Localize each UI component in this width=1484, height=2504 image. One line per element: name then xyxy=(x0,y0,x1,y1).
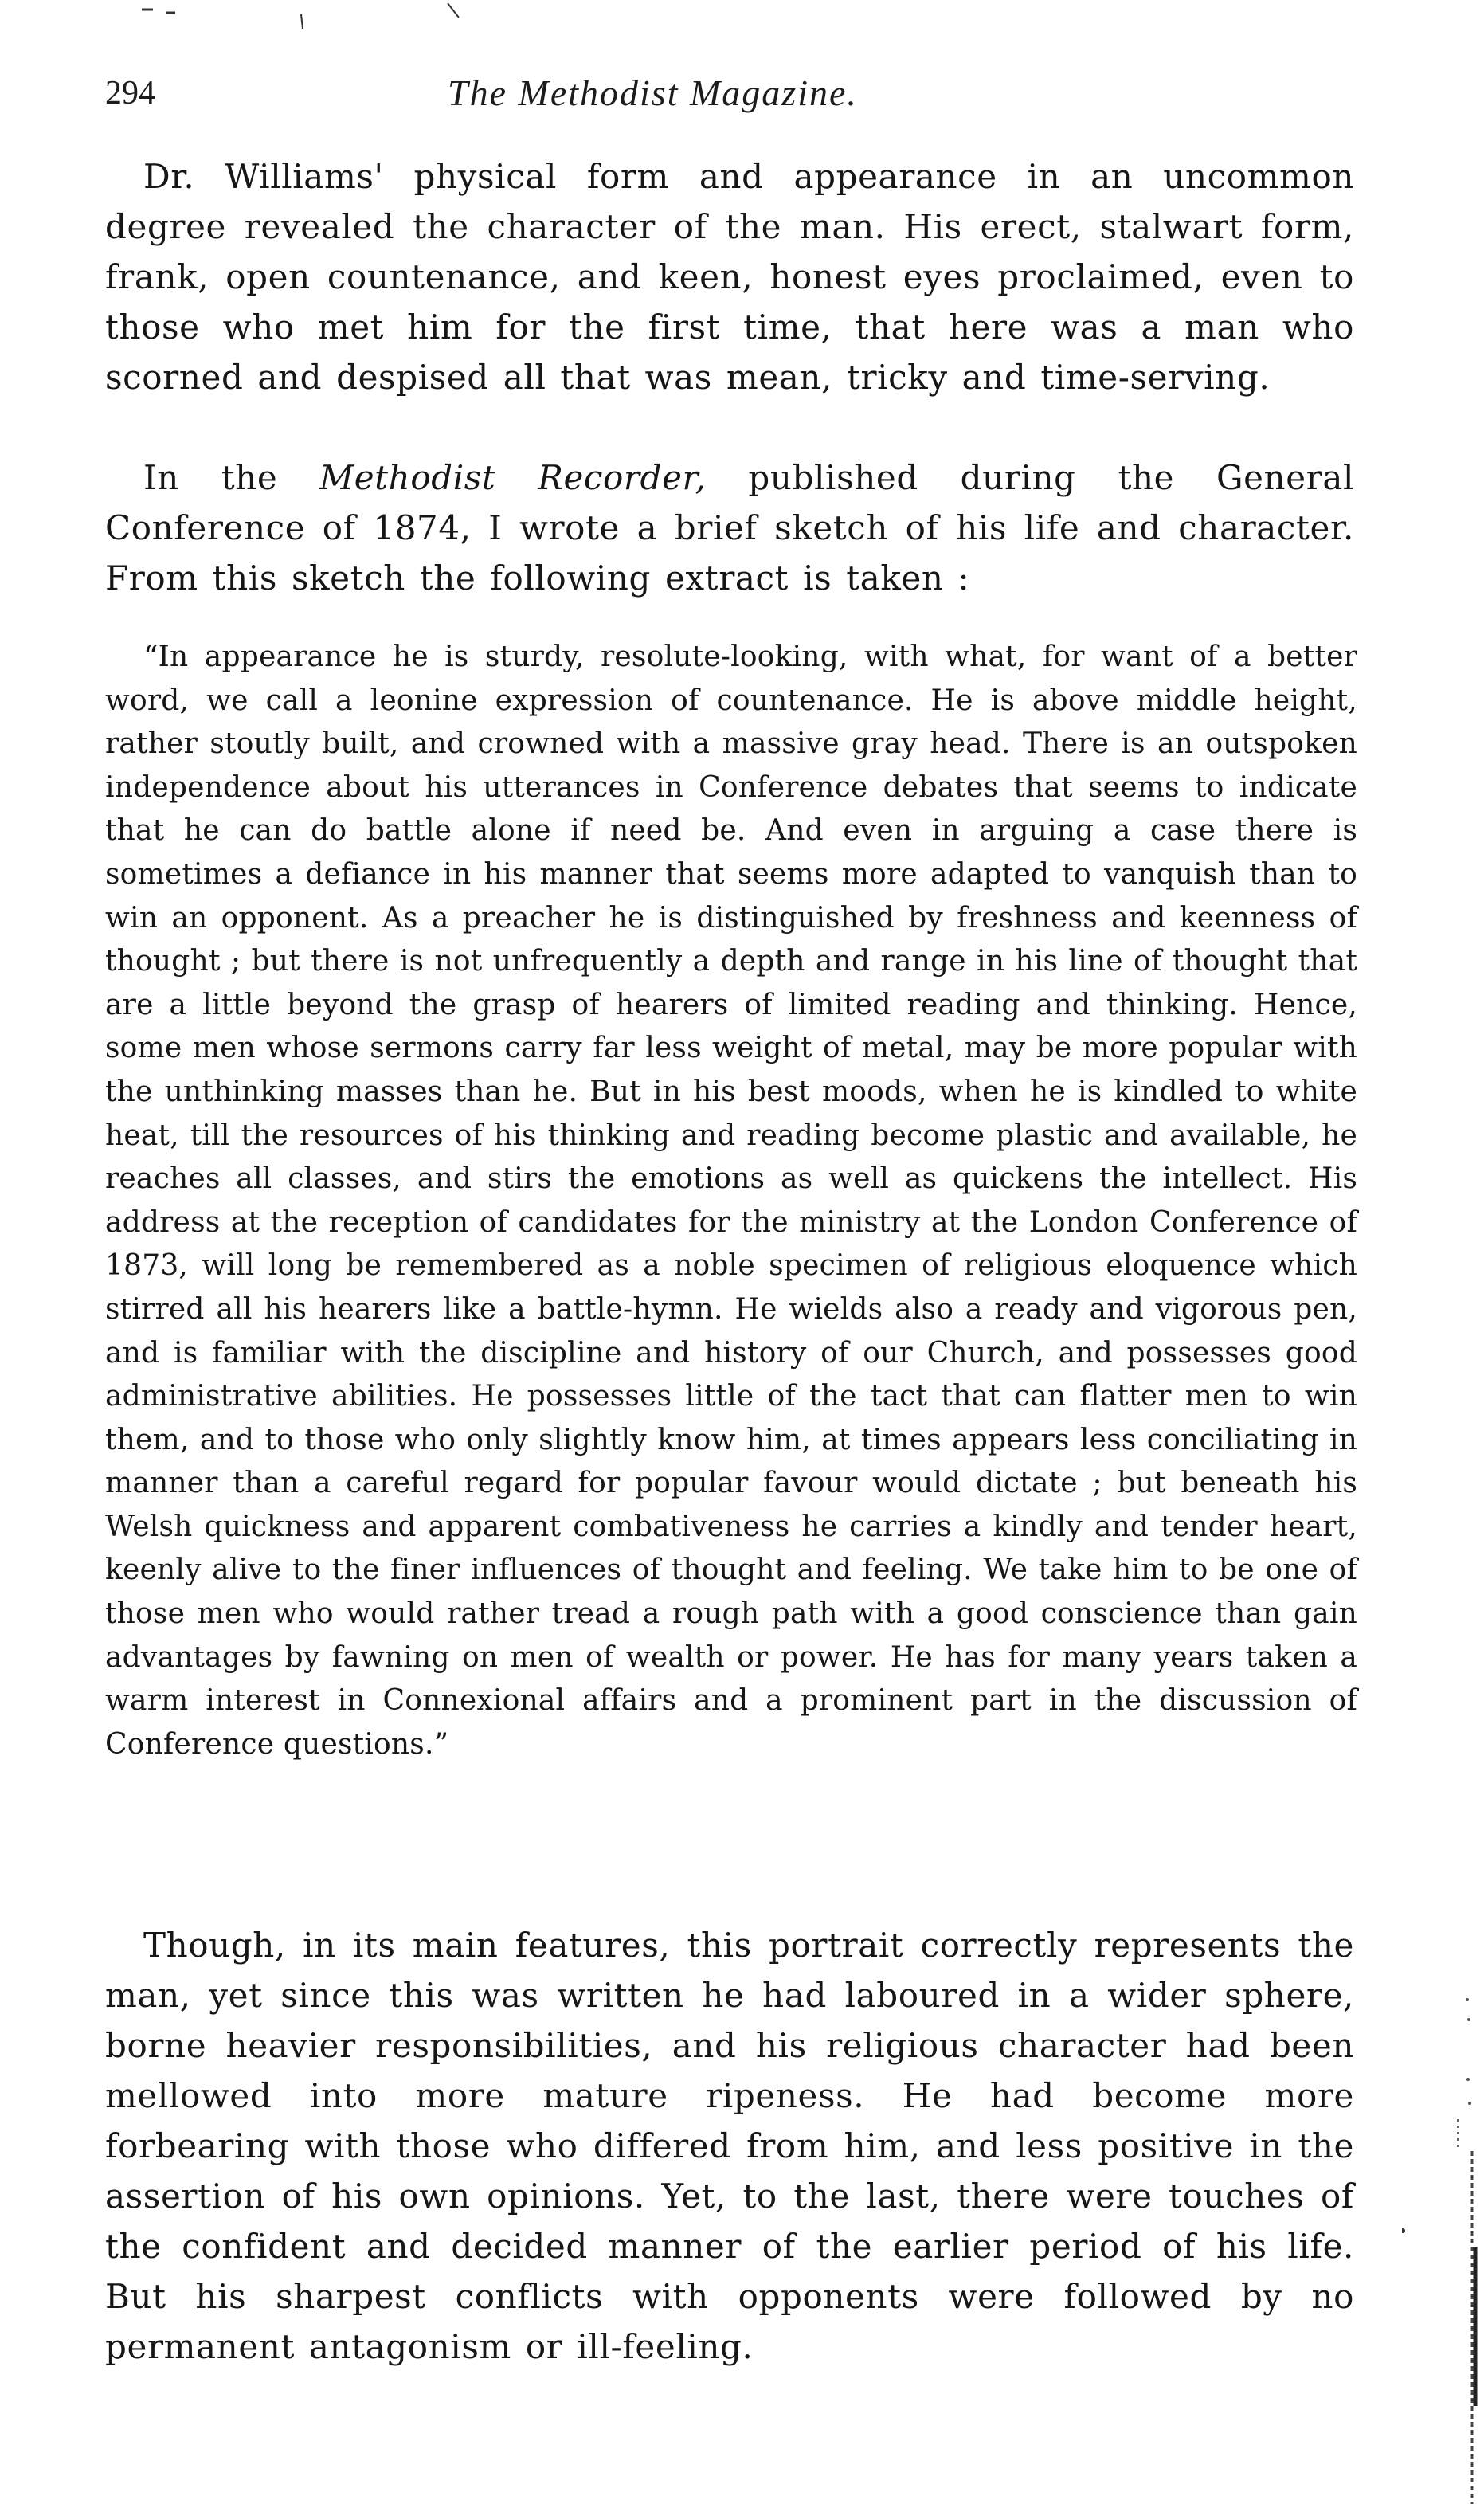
paragraph-2-rest: published during the General Conference of 1874, I wrote a brief sketch of his life and character. From this sketch the following extract is taken : xyxy=(105,458,1355,598)
scan-artifact-marks xyxy=(127,0,526,32)
block-quote: “In appearance he is sturdy, resolute-looking, with what, for want of a better word, we call a leonine expression of countenance. He is above middle height, rather stoutly built, and crowned with a massive gray head. There is an outspoken independence about his utterances in Conference debates that seems to indicate that he can do battle alone if need be. And even in arguing a case there is sometimes a defiance in his manner that seems more adapted to vanquish than to win an opponent. As a preacher he is distinguished by freshness and keenness of thought ; but there is not unfrequently a depth and range in his line of thought that are a little beyond the grasp of hearers of limited reading and thinking. Hence, some men whose sermons carry far less weight of metal, may be more popular with the unthinking masses than he. But in his best moods, when he is kindled to white heat, till the resources of his thinking and reading become plastic and available, he reaches all classes, and stirs the emotions as well as quickens the intellect. His address at the reception of candidates for the ministry at the London Conference of 1873, will long be remembered as a noble specimen of religious eloquence which stirred all his hearers like a battle-hymn. He wields also a ready and vigorous pen, and is familiar with the discipline and history of our Church, and possesses good administrative abilities. He possesses little of the tact that can flatter men to win them, and to those who only slightly know him, at times appears less conciliating in manner than a careful regard for popular favour would dictate ; but beneath his Welsh quickness and apparent combativeness he carries a kindly and tender heart, keenly alive to the finer influences of thought and feeling. We take him to be one of those men who would rather tread a rough path with a good conscience than gain advantages by fawning on men of wealth or power. He has for many years taken a warm interest in Connexional affairs and a prominent part in the discussion of Conference questions.” xyxy=(105,641,1357,1761)
body-paragraph-1: Dr. Williams' physical form and appearance in an uncommon degree revealed the character of the man. His erect, stalwart form, frank, open countenance, and keen, honest eyes proclaimed, even to those who met him for the first time, that here was a man who scorned and despised all that was mean, tricky and time-serving. xyxy=(105,157,1354,397)
publication-title: Methodist Recorder, xyxy=(319,458,707,497)
page-header xyxy=(105,65,1348,121)
page-number: 294 xyxy=(105,75,155,112)
body-paragraph-3: Though, in its main features, this portrait correctly represents the man, yet since this was written he had laboured in a wider sphere, borne heavier responsibilities, and his religious character had been mellowed into more mature ripeness. He had become more forbearing with those who differed from him, and less positive in the assertion of his own opinions. Yet, to the last, there were touches of the confident and decided manner of the earlier period of his life. But his sharpest conflicts with opponents were followed by no permanent antagonism or ill-feeling. xyxy=(105,1926,1354,2366)
running-title: The Methodist Magazine. xyxy=(448,72,858,113)
scan-edge-marks xyxy=(1402,1912,1482,2504)
body-paragraph-2 xyxy=(105,453,1354,603)
paragraph-2-lead: In the xyxy=(143,458,320,497)
